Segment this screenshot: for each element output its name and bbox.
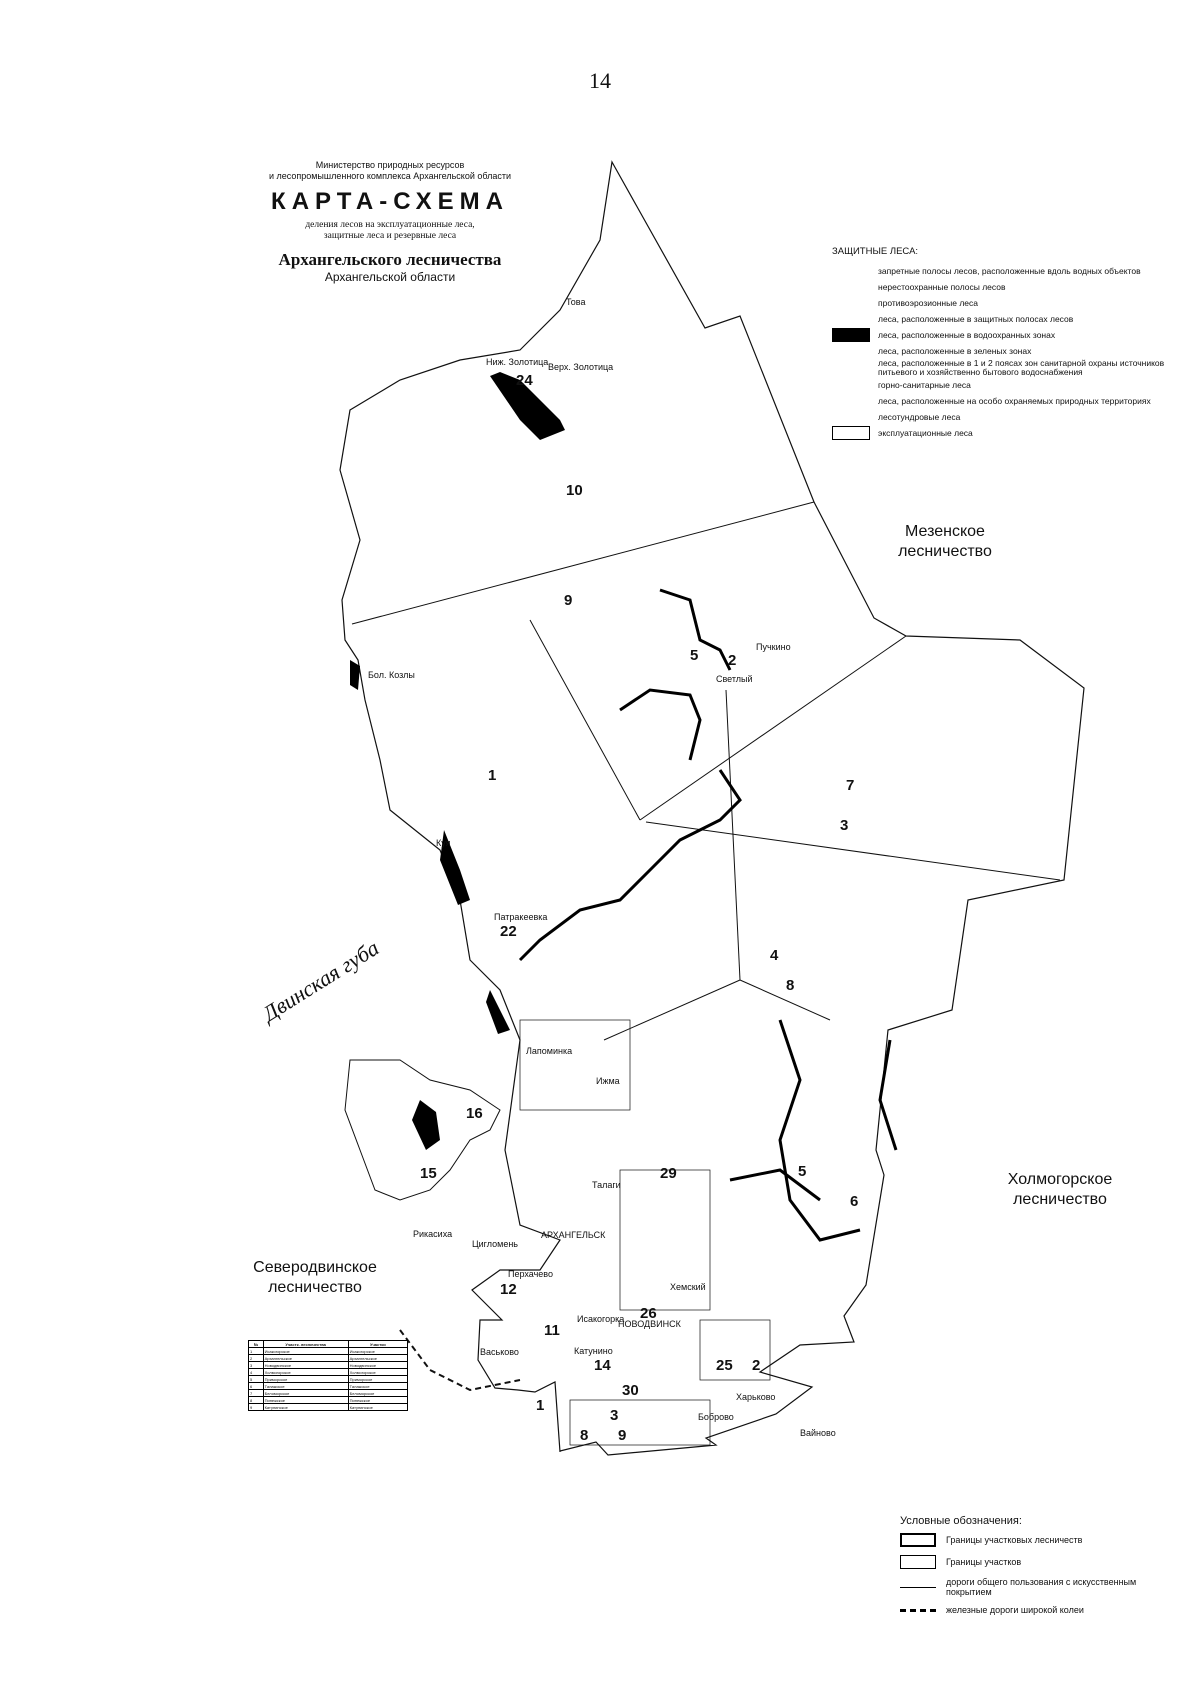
- place-arkhangelsk: АРХАНГЕЛЬСК: [541, 1230, 606, 1240]
- legend-item: [832, 311, 1172, 327]
- table-row: [249, 1355, 408, 1362]
- ministry-line-2: и лесопромышленного комплекса Архангельской области: [268, 171, 512, 181]
- place-bobrovo: Боброво: [698, 1412, 734, 1422]
- table-cell: 4: [249, 1369, 264, 1376]
- legend-swatch: [832, 344, 870, 358]
- table-cell: Приморское: [263, 1376, 348, 1383]
- neighbor-mezen: [870, 522, 1020, 562]
- forestry-name: Архангельского лесничества: [278, 250, 502, 269]
- table-cell: 9: [249, 1404, 264, 1411]
- district-number: 4: [770, 947, 779, 964]
- place-novodvinsk: НОВОДВИНСК: [618, 1319, 681, 1329]
- legend-item: [832, 295, 1172, 311]
- table-cell: 8: [249, 1397, 264, 1404]
- place-rikasikha: Рикасиха: [413, 1229, 453, 1239]
- district-number: 1: [488, 767, 497, 784]
- legend-swatch: [832, 264, 870, 278]
- table-cell: Беломорское: [263, 1390, 348, 1397]
- district-number: 16: [466, 1105, 483, 1122]
- legend-item: [832, 343, 1172, 359]
- place-niz-zolotitsa: Ниж. Золотица: [486, 357, 549, 367]
- bay-label: Двинская губа: [258, 934, 384, 1027]
- legend-swatch-black: [832, 328, 870, 342]
- neighbor-line: лесничество: [898, 543, 992, 560]
- legend-swatch: [832, 410, 870, 424]
- legend-item: [832, 409, 1172, 425]
- district-number: 3: [610, 1407, 619, 1424]
- place-svetlyi: Светлый: [716, 674, 753, 684]
- table-row: [249, 1376, 408, 1383]
- water-protection-zones: [350, 372, 565, 1150]
- district-number: 5: [798, 1163, 807, 1180]
- table-cell: 3: [249, 1362, 264, 1369]
- table-row: [249, 1397, 408, 1404]
- quarter-grid: [352, 502, 1060, 1040]
- legend-item: [832, 279, 1172, 295]
- district-number: 2: [752, 1357, 761, 1374]
- table-cell: Талажское: [263, 1383, 348, 1390]
- district-number: 8: [786, 977, 795, 994]
- table-cell: Катунинское: [348, 1404, 407, 1411]
- symbol-item: [900, 1605, 1140, 1615]
- legend-heading: ЗАЩИТНЫЕ ЛЕСА:: [832, 246, 919, 257]
- neighbor-line: лесничество: [1013, 1191, 1107, 1208]
- neighbor-line: Мезенское: [905, 523, 985, 540]
- legend-label: леса, расположенные на особо охраняемых природных территориях: [878, 395, 1151, 406]
- legend-swatch: [832, 378, 870, 392]
- symbol-item: [900, 1577, 1140, 1597]
- map-title: КАРТА-СХЕМА: [271, 188, 509, 215]
- table-row: [249, 1369, 408, 1376]
- symbol-item: [900, 1533, 1140, 1547]
- table-cell: Беломорское: [348, 1390, 407, 1397]
- district-number: 10: [566, 482, 583, 499]
- legend-label: лесотундровые леса: [878, 411, 961, 422]
- table-cell: Архангельское: [348, 1355, 407, 1362]
- legend-label: эксплуатационные леса: [878, 427, 973, 438]
- legend-label: противоэрозионные леса: [878, 297, 978, 308]
- table-row: [249, 1383, 408, 1390]
- district-number: 3: [840, 817, 849, 834]
- title-block: [240, 160, 540, 284]
- table-body: [249, 1348, 408, 1411]
- table-header: №: [249, 1341, 264, 1348]
- table-header: Участки: [348, 1341, 407, 1348]
- legend-label: леса, расположенные в зеленых зонах: [878, 345, 1032, 356]
- legend-label: запретные полосы лесов, расположенные вдоль водных объектов: [878, 265, 1141, 276]
- symbols-heading: Условные обозначения:: [900, 1515, 1022, 1527]
- district-number: 9: [618, 1427, 627, 1444]
- neighbor-line: Холмогорское: [1007, 1171, 1113, 1188]
- table-cell: 7: [249, 1390, 264, 1397]
- forestry-table-wrap: [248, 1340, 408, 1411]
- place-patrakeevka: Патракеевка: [494, 912, 548, 922]
- table-cell: Новодвинское: [348, 1362, 407, 1369]
- legend-item: [832, 327, 1172, 343]
- place-bol-kozly: Бол. Козлы: [368, 670, 415, 680]
- table-cell: Катунинское: [263, 1404, 348, 1411]
- railway: [400, 1330, 520, 1390]
- table-cell: Холмогорское: [348, 1369, 407, 1376]
- legend-swatch: [832, 394, 870, 408]
- legend-swatch: [832, 280, 870, 294]
- symbol-label: дороги общего пользования с искусственным покрытием: [946, 1577, 1137, 1597]
- district-numbers: [420, 372, 858, 1444]
- legend-item: [832, 377, 1172, 393]
- district-number: 1: [536, 1397, 545, 1414]
- legend-symbols: [900, 1515, 1140, 1623]
- neighbor-line: Северодвинское: [253, 1259, 377, 1276]
- district-number: 2: [728, 652, 737, 669]
- table-cell: 1: [249, 1348, 264, 1355]
- table-row: [249, 1404, 408, 1411]
- place-luchino: Пучкино: [756, 642, 791, 652]
- table-cell: Исакогорское: [263, 1348, 348, 1355]
- subtitle-line-1: деления лесов на эксплуатационные леса,: [305, 220, 475, 230]
- legend-label: леса, расположенные в 1 и 2 поясах зон санитарной охраны источников питьевого и хозяйственно бытового водоснабжения: [878, 358, 1165, 377]
- neighbor-severodvinsk: [240, 1258, 390, 1298]
- district-number: 7: [846, 777, 855, 794]
- district-number: 15: [420, 1165, 437, 1182]
- table-row: [249, 1390, 408, 1397]
- symbol-swatch: [900, 1555, 936, 1569]
- legend-label: леса, расположенные в водоохранных зонах: [878, 329, 1056, 340]
- place-verkh-zolotitsa: Верх. Золотица: [548, 362, 614, 372]
- district-number: 14: [594, 1357, 611, 1374]
- neighbor-line: лесничество: [268, 1279, 362, 1296]
- legend-swatch-box: [832, 426, 870, 440]
- legend-label: горно-санитарные леса: [878, 379, 971, 390]
- place-vaskovo: Васьково: [480, 1347, 519, 1357]
- table-cell: Новодвинское: [263, 1362, 348, 1369]
- district-number: 30: [622, 1382, 639, 1399]
- district-number: 6: [850, 1193, 859, 1210]
- table-cell: Пинежское: [348, 1397, 407, 1404]
- place-lapominka: Лапоминка: [526, 1046, 573, 1056]
- symbol-label: Границы участков: [946, 1557, 1022, 1567]
- place-katunino: Катунино: [574, 1346, 613, 1356]
- table-cell: Архангельское: [263, 1355, 348, 1362]
- table-cell: 5: [249, 1376, 264, 1383]
- district-number: 24: [516, 372, 533, 389]
- table-cell: Исакогорское: [348, 1348, 407, 1355]
- place-labels: [368, 297, 836, 1438]
- symbol-label: железные дороги широкой колеи: [946, 1605, 1084, 1615]
- symbol-swatch: [900, 1587, 936, 1588]
- district-number: 9: [564, 592, 573, 609]
- table-header-row: [249, 1341, 408, 1348]
- place-tsiglomen: Цигломень: [472, 1239, 518, 1249]
- table-cell: 6: [249, 1383, 264, 1390]
- table-cell: Талажское: [348, 1383, 407, 1390]
- legend-item: [832, 393, 1172, 409]
- place-kharkovo: Харьково: [736, 1392, 776, 1402]
- river-boundaries: [520, 590, 896, 1240]
- district-number: 25: [716, 1357, 733, 1374]
- legend-item: [832, 425, 1172, 441]
- forestry-table: [248, 1340, 408, 1411]
- place-khemsky: Хемский: [670, 1282, 706, 1292]
- table-cell: Холмогорское: [263, 1369, 348, 1376]
- place-vaynovo: Вайново: [800, 1428, 836, 1438]
- legend-label: леса, расположенные в защитных полосах лесов: [878, 313, 1074, 324]
- table-header: Участк. лесничества: [263, 1341, 348, 1348]
- legend-item: [832, 263, 1172, 279]
- legend-label: нерестоохранные полосы лесов: [878, 281, 1006, 292]
- symbol-swatch: [900, 1533, 936, 1547]
- district-number: 8: [580, 1427, 589, 1444]
- page-number: 14: [589, 68, 611, 93]
- legend-protective: [832, 246, 1172, 441]
- district-number: 29: [660, 1165, 677, 1182]
- table-row: [249, 1348, 408, 1355]
- table-row: [249, 1362, 408, 1369]
- region-name: Архангельской области: [324, 270, 456, 284]
- place-tova: Това: [566, 297, 586, 307]
- symbol-item: [900, 1555, 1140, 1569]
- table-cell: Приморское: [348, 1376, 407, 1383]
- subtitle-line-2: защитные леса и резервные леса: [323, 231, 457, 241]
- ministry-line-1: Министерство природных ресурсов: [315, 160, 465, 170]
- legend-item: [832, 359, 1172, 377]
- district-number: 11: [544, 1322, 560, 1339]
- table-cell: Пинежское: [263, 1397, 348, 1404]
- neighbor-kholmogory: [985, 1170, 1135, 1210]
- district-number: 22: [500, 923, 517, 940]
- district-number: 26: [640, 1305, 657, 1322]
- place-kuya: Куя: [436, 838, 451, 848]
- district-number: 5: [690, 647, 699, 664]
- district-number: 12: [500, 1281, 517, 1298]
- legend-swatch: [832, 312, 870, 326]
- place-perkhachevo: Перхачево: [508, 1269, 553, 1279]
- table-cell: 2: [249, 1355, 264, 1362]
- legend-swatch: [832, 296, 870, 310]
- place-izhma: Ижма: [596, 1076, 620, 1086]
- symbol-label: Границы участковых лесничеств: [946, 1535, 1083, 1545]
- place-talagi: Талаги: [592, 1180, 621, 1190]
- place-isakogorka: Исакогорка: [577, 1314, 625, 1324]
- symbol-swatch: [900, 1609, 936, 1612]
- legend-swatch: [832, 361, 870, 375]
